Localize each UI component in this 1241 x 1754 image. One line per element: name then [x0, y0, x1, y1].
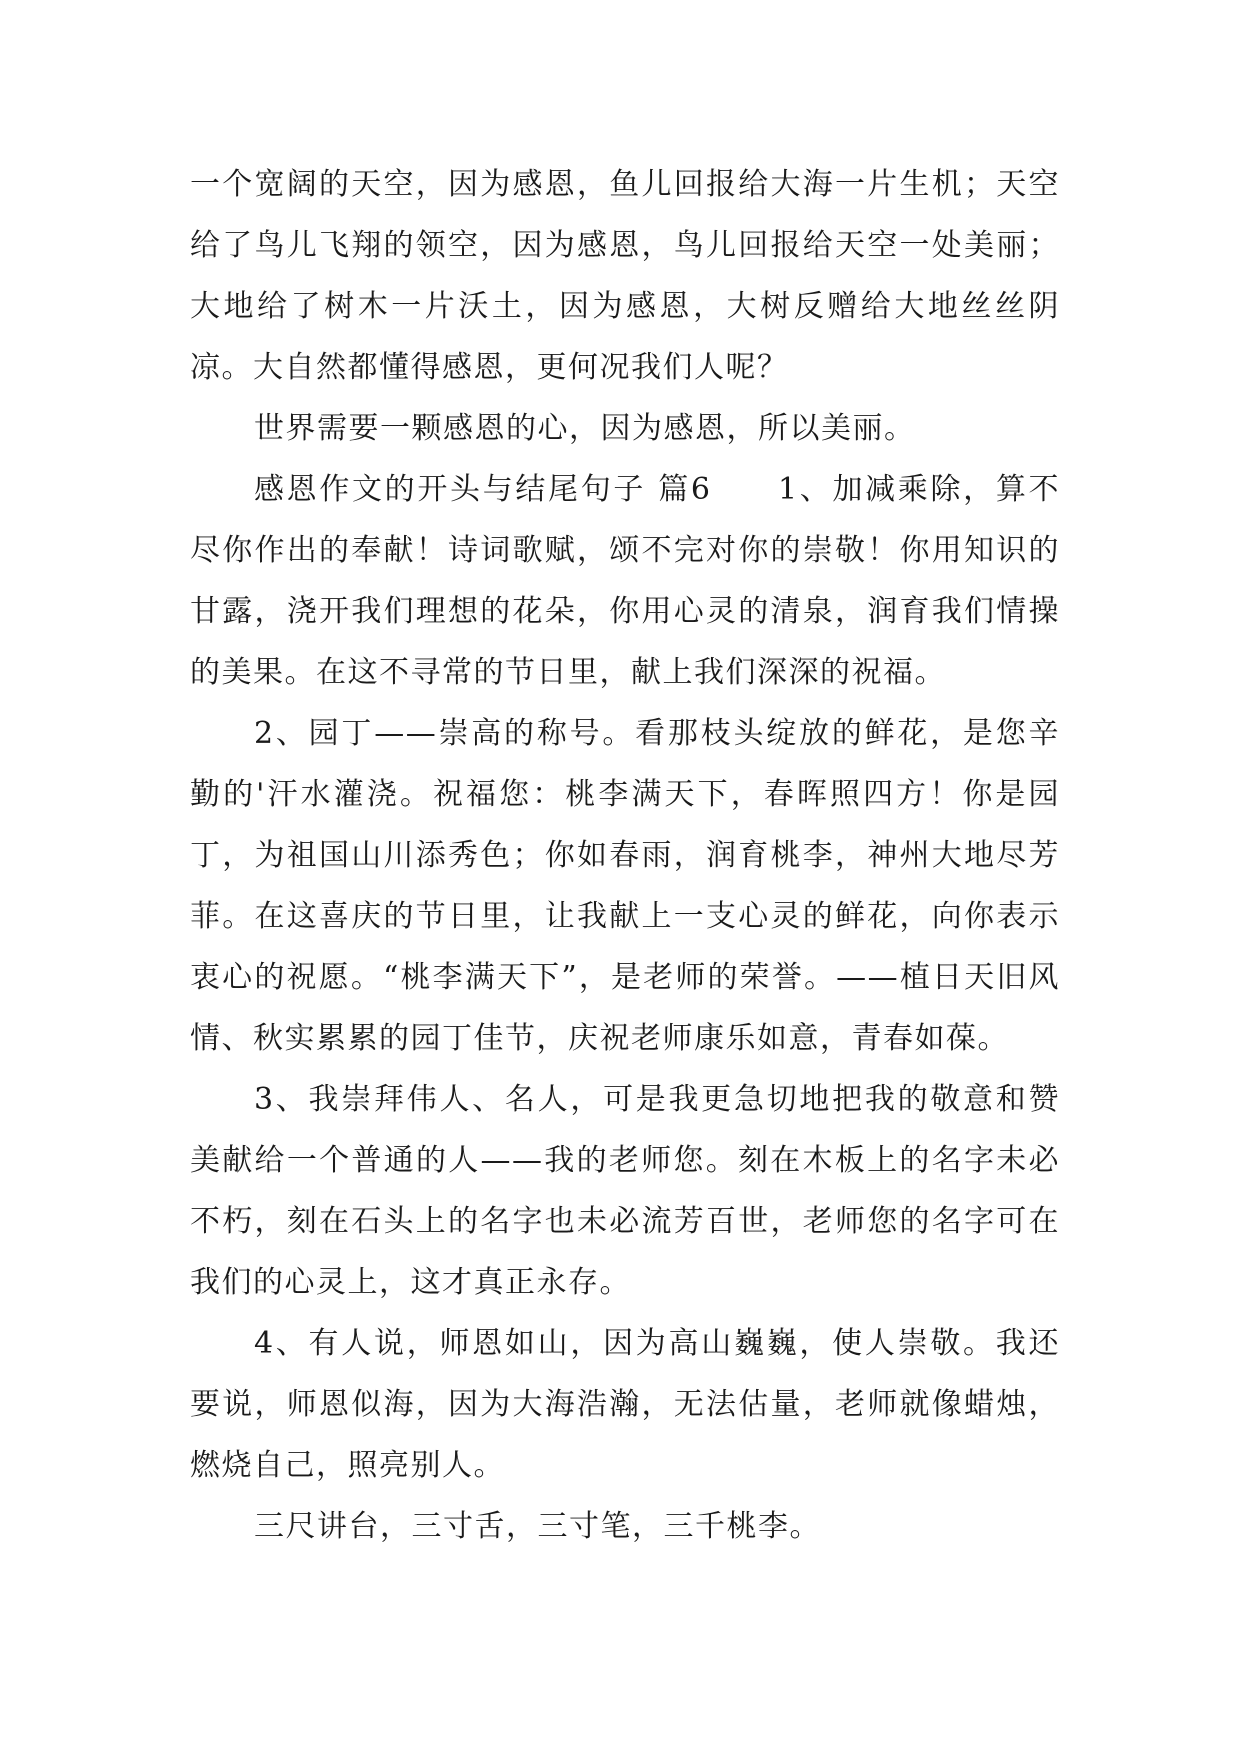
paragraph: 一个宽阔的天空，因为感恩，鱼儿回报给大海一片生机；天空给了鸟儿飞翔的领空，因为感恩，鸟儿回报给天空一处美丽；大地给了树木一片沃土，因为感恩，大树反赠给大地丝丝阴凉。大自然都懂得感恩，更何况我们人呢？: [190, 167, 1060, 385]
paragraph: 4、有人说，师恩如山，因为高山巍巍，使人崇敬。我还要说，师恩似海，因为大海浩瀚，无法估量，老师就像蜡烛，燃烧自己，照亮别人。: [190, 1326, 1060, 1483]
paragraph: 2、园丁——崇高的称号。看那枝头绽放的鲜花，是您辛勤的'汗水灌浇。祝福您：桃李满天下，春晖照四方！你是园丁，为祖国山川添秀色；你如春雨，润育桃李，神州大地尽芳菲。在这喜庆的节日里，让我献上一支心灵的鲜花，向你表示衷心的祝愿。“桃李满天下”，是老师的荣誉。——植日天旧风情、秋实累累的园丁佳节，庆祝老师康乐如意，青春如葆。: [190, 716, 1060, 1056]
paragraph: 感恩作文的开头与结尾句子 篇6 1、加减乘除，算不尽你作出的奉献！诗词歌赋，颂不完对你的崇敬！你用知识的甘露，浇开我们理想的花朵，你用心灵的清泉，润育我们情操的美果。在这不寻常的节日里，献上我们深深的祝福。: [190, 472, 1060, 690]
paragraph: 三尺讲台，三寸舌，三寸笔，三千桃李。: [254, 1509, 821, 1544]
document-body: [190, 154, 1060, 1557]
paragraph: 世界需要一颗感恩的心，因为感恩，所以美丽。: [254, 411, 916, 446]
paragraph: 3、我崇拜伟人、名人，可是我更急切地把我的敬意和赞美献给一个普通的人——我的老师您。刻在木板上的名字未必不朽，刻在石头上的名字也未必流芳百世，老师您的名字可在我们的心灵上，这才真正永存。: [190, 1082, 1060, 1300]
